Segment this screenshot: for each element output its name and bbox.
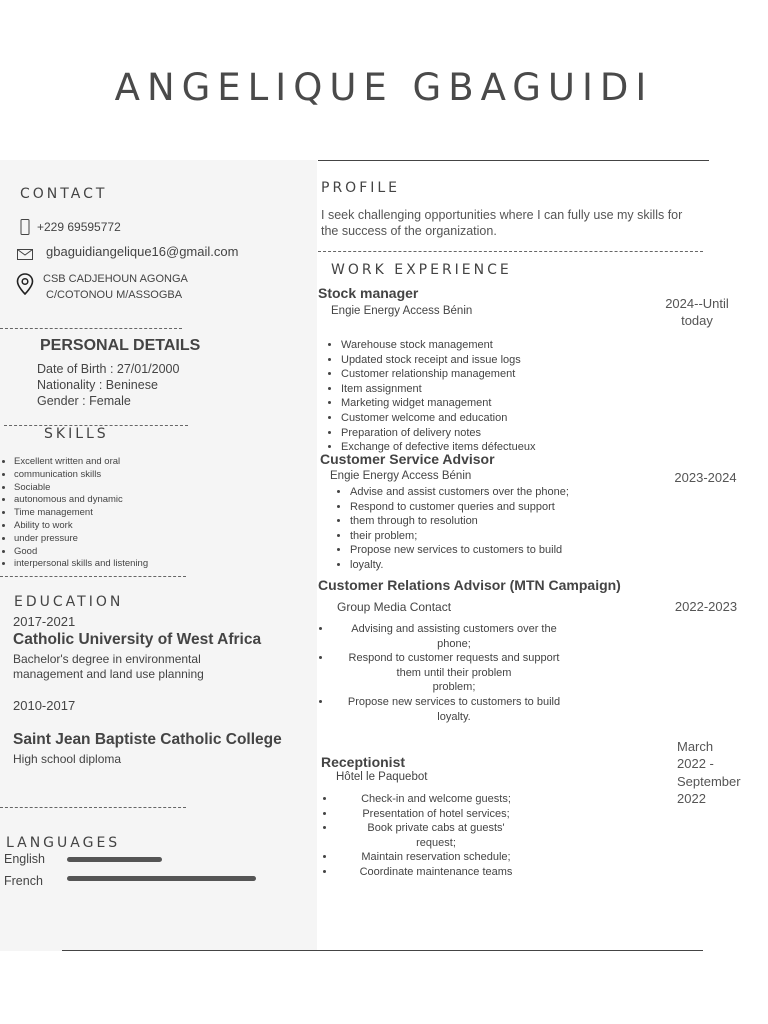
language-level-track [67,876,256,881]
skill-item: • Time management [14,507,214,520]
education-degree-line: Bachelor's degree in environmental [13,652,201,666]
job-date-line: September [677,773,741,789]
job-bullet: • them through to resolution [350,514,610,529]
job-bullet-line: Propose new services to customers to build [347,695,561,708]
skill-item: • under pressure [14,533,214,546]
job-bullet: • Preparation of delivery notes [341,426,591,441]
job-bullet: • Respond to customer queries and support [350,500,610,515]
job-bullet: • Customer welcome and education [341,411,591,426]
job-bullet-line: Presentation of hotel services; [362,807,510,820]
job-company: Group Media Contact [337,600,452,614]
profile-text-line: I seek challenging opportunities where I can fully use my skills for [321,208,683,222]
divider [0,576,186,577]
job-bullet-line: them until their problem [396,666,512,679]
job-bullet-line: Respond to customer requests and support [348,652,560,665]
job-bullet: • Customer relationship management [341,367,591,382]
language-level-bar [67,876,256,881]
job-title: Customer Service Advisor [320,451,495,467]
skill-item: • Excellent written and oral [14,456,214,469]
job-date [677,738,741,807]
job-date: 2023-2024 [674,470,737,485]
personal-gender: Gender : Female [37,394,131,408]
job-bullet: • Marketing widget management [341,396,591,411]
job-bullet [336,807,536,822]
job-bullet: • Advise and assist customers over the phone; [350,485,610,500]
job-company: Engie Energy Access Bénin [331,305,473,317]
job-bullet: • Propose new services to customers to build [350,543,610,558]
skill-item: • Good [14,546,214,559]
divider [318,251,703,252]
personal-nationality: Nationality : Beninese [37,378,158,392]
work-experience-heading: WORK EXPERIENCE [331,262,512,278]
contact-heading: CONTACT [20,186,108,202]
education-school: Saint Jean Baptiste Catholic College [13,731,282,748]
job-bullet-line: phone; [437,637,471,650]
job-bullet: • Item assignment [341,382,591,397]
job-date: 2022-2023 [674,599,738,614]
skill-item: • Ability to work [14,520,214,533]
education-degree-line: High school diploma [13,752,122,766]
contact-address-line1: CSB CADJEHOUN AGONGA [43,273,188,285]
language-name: English [4,852,45,866]
job-title: Stock manager [318,285,419,301]
job-bullet-line: Advising and assisting customers over the [351,623,557,635]
job-bullet-line: Maintain reservation schedule; [361,851,511,864]
skills-heading: SKILLS [44,426,109,442]
phone-icon [20,219,30,235]
top-divider [318,160,709,161]
job-date-line: March [677,739,714,754]
skill-item: • Sociable [14,482,214,495]
location-pin-icon [16,273,34,295]
job-bullet [336,821,536,850]
education-heading: EDUCATION [14,594,124,610]
education-school: Catholic University of West Africa [13,631,262,648]
personal-dob: Date of Birth : 27/01/2000 [37,362,180,376]
job-bullet: • Exchange of defective items défectueux [341,440,591,455]
job-bullet: • Updated stock receipt and issue logs [341,353,591,368]
skill-item: • interpersonal skills and listening [14,558,214,571]
job-bullets [332,622,576,724]
job-title: Receptionist [321,754,406,770]
bottom-divider [62,950,703,951]
contact-email[interactable]: gbaguidiangelique16@gmail.com [46,244,239,259]
job-bullet [332,651,576,695]
profile-heading: PROFILE [321,180,401,196]
divider [0,328,182,329]
mail-icon [17,249,33,260]
job-bullet-line: Book private cabs at guests' [367,822,505,835]
job-bullets [341,338,591,455]
job-bullets [350,485,610,573]
job-bullet [336,850,536,865]
job-bullet [336,792,536,807]
job-bullet [332,695,576,724]
personal-details-heading: PERSONAL DETAILS [40,337,201,354]
job-title: Customer Relations Advisor (MTN Campaign) [318,577,621,593]
job-date: 2024--Until [665,296,729,311]
education-degree-line: management and land use planning [13,667,204,681]
education-years: 2010-2017 [13,698,76,713]
job-bullet: • loyalty. [350,558,610,573]
job-bullet: • Warehouse stock management [341,338,591,353]
candidate-name: ANGELIQUE GBAGUIDI [114,66,654,109]
language-name: French [4,874,43,888]
job-bullet-line: loyalty. [437,710,471,723]
job-bullet-line: request; [416,836,456,849]
job-bullet [332,622,576,651]
job-date-line: 2022 - [677,756,714,772]
job-company: Hôtel le Paquebot [336,771,428,783]
skills-list [14,456,214,571]
job-date: today [681,313,713,328]
contact-address-line2: C/COTONOU M/ASSOGBA [46,289,183,301]
skill-item: • communication skills [14,469,214,482]
education-years: 2017-2021 [13,614,76,629]
language-level-bar [67,857,162,862]
job-bullet [336,865,536,880]
languages-heading: LANGUAGES [6,835,121,851]
divider [0,807,186,808]
job-bullet-line: Check-in and welcome guests; [361,793,511,805]
language-level-track [67,857,256,862]
profile-text-line: the success of the organization. [321,224,497,238]
skill-item: • autonomous and dynamic [14,494,214,507]
job-bullet: • their problem; [350,529,610,544]
job-bullets [336,792,536,880]
contact-phone[interactable]: +229 69595772 [37,220,121,234]
job-company: Engie Energy Access Bénin [330,470,472,482]
job-date-line: 2022 [677,790,706,806]
job-bullet-line: Coordinate maintenance teams [359,865,513,878]
job-bullet-line: problem; [432,681,476,694]
